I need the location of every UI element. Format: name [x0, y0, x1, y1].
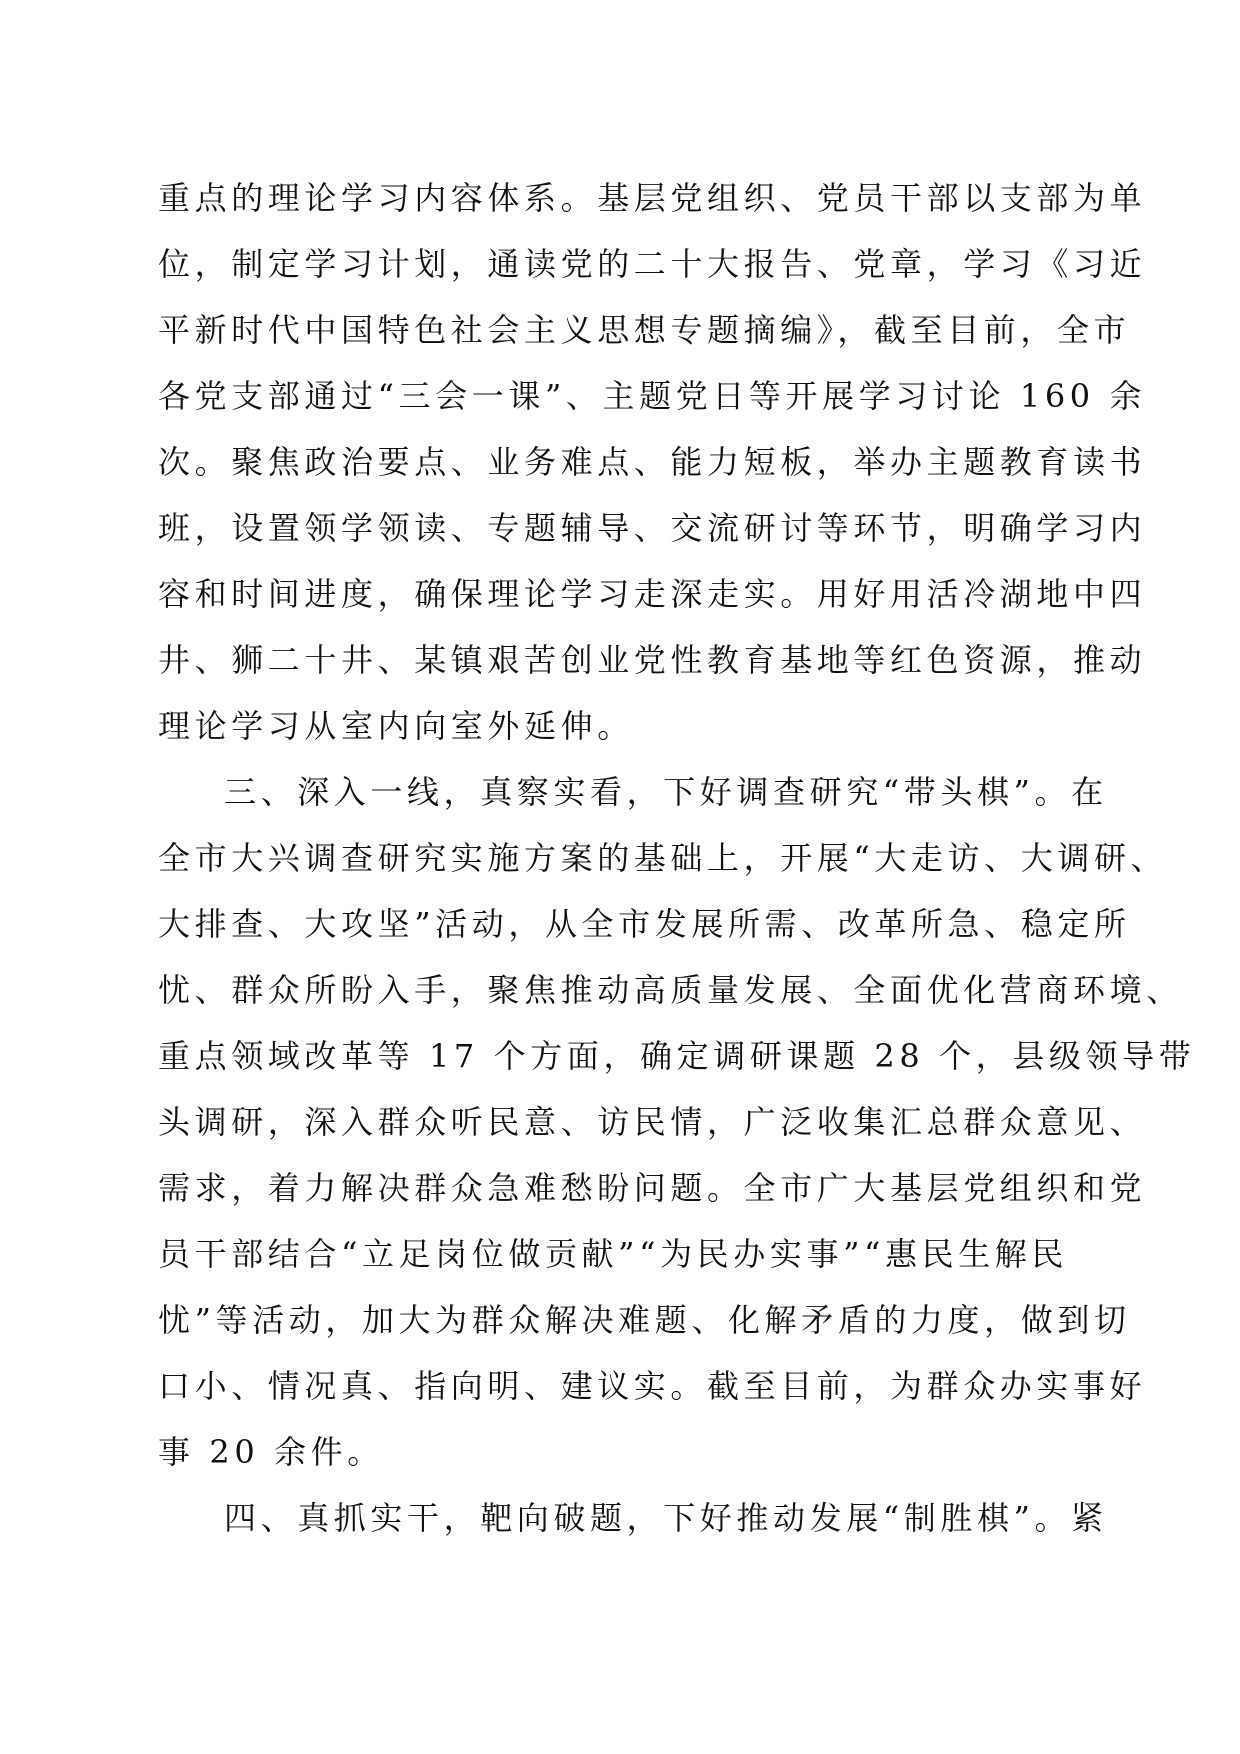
- text-line: 班，设置领学领读、专题辅导、交流研讨等环节，明确学习内: [158, 509, 1147, 547]
- section-heading-line: 三、深入一线，真察实看，下好调查研究“带头棋”。在: [224, 773, 1108, 811]
- text-line: 平新时代中国特色社会主义思想专题摘编》，截至目前，全市: [158, 311, 1131, 349]
- text-line: 忧”等活动，加大为群众解决难题、化解矛盾的力度，做到切: [158, 1301, 1131, 1339]
- section-heading-line: 四、真抓实干，靶向破题，下好推动发展“制胜棋”。紧: [224, 1499, 1108, 1537]
- text-line: 容和时间进度，确保理论学习走深走实。用好用活冷湖地中四: [158, 575, 1147, 613]
- text-line: 口小、情况真、指向明、建议实。截至目前，为群众办实事好: [158, 1367, 1147, 1405]
- text-line: 各党支部通过“三会一课”、主题党日等开展学习讨论 160 余: [158, 377, 1147, 415]
- text-line: 次。聚焦政治要点、业务难点、能力短板，举办主题教育读书: [158, 443, 1147, 481]
- text-line: 位，制定学习计划，通读党的二十大报告、党章，学习《习近: [158, 245, 1147, 283]
- text-line: 重点领域改革等 17 个方面，确定调研课题 28 个，县级领导带: [158, 1037, 1196, 1075]
- text-line: 大排查、大攻坚”活动，从全市发展所需、改革所急、稳定所: [158, 905, 1131, 943]
- text-line: 全市大兴调查研究实施方案的基础上，开展“大走访、大调研、: [158, 839, 1168, 877]
- text-line: 井、狮二十井、某镇艰苦创业党性教育基地等红色资源，推动: [158, 641, 1147, 679]
- text-line: 头调研，深入群众听民意、访民情，广泛收集汇总群众意见、: [158, 1103, 1147, 1141]
- text-line: 重点的理论学习内容体系。基层党组织、党员干部以支部为单: [158, 179, 1147, 217]
- text-line: 事 20 余件。: [158, 1433, 384, 1471]
- text-line: 忧、群众所盼入手，聚焦推动高质量发展、全面优化营商环境、: [158, 971, 1183, 1009]
- text-line: 理论学习从室内向室外延伸。: [158, 707, 634, 745]
- text-line: 员干部结合“立足岗位做贡献”“为民办实事”“惠民生解民: [158, 1235, 1068, 1273]
- text-line: 需求，着力解决群众急难愁盼问题。全市广大基层党组织和党: [158, 1169, 1147, 1207]
